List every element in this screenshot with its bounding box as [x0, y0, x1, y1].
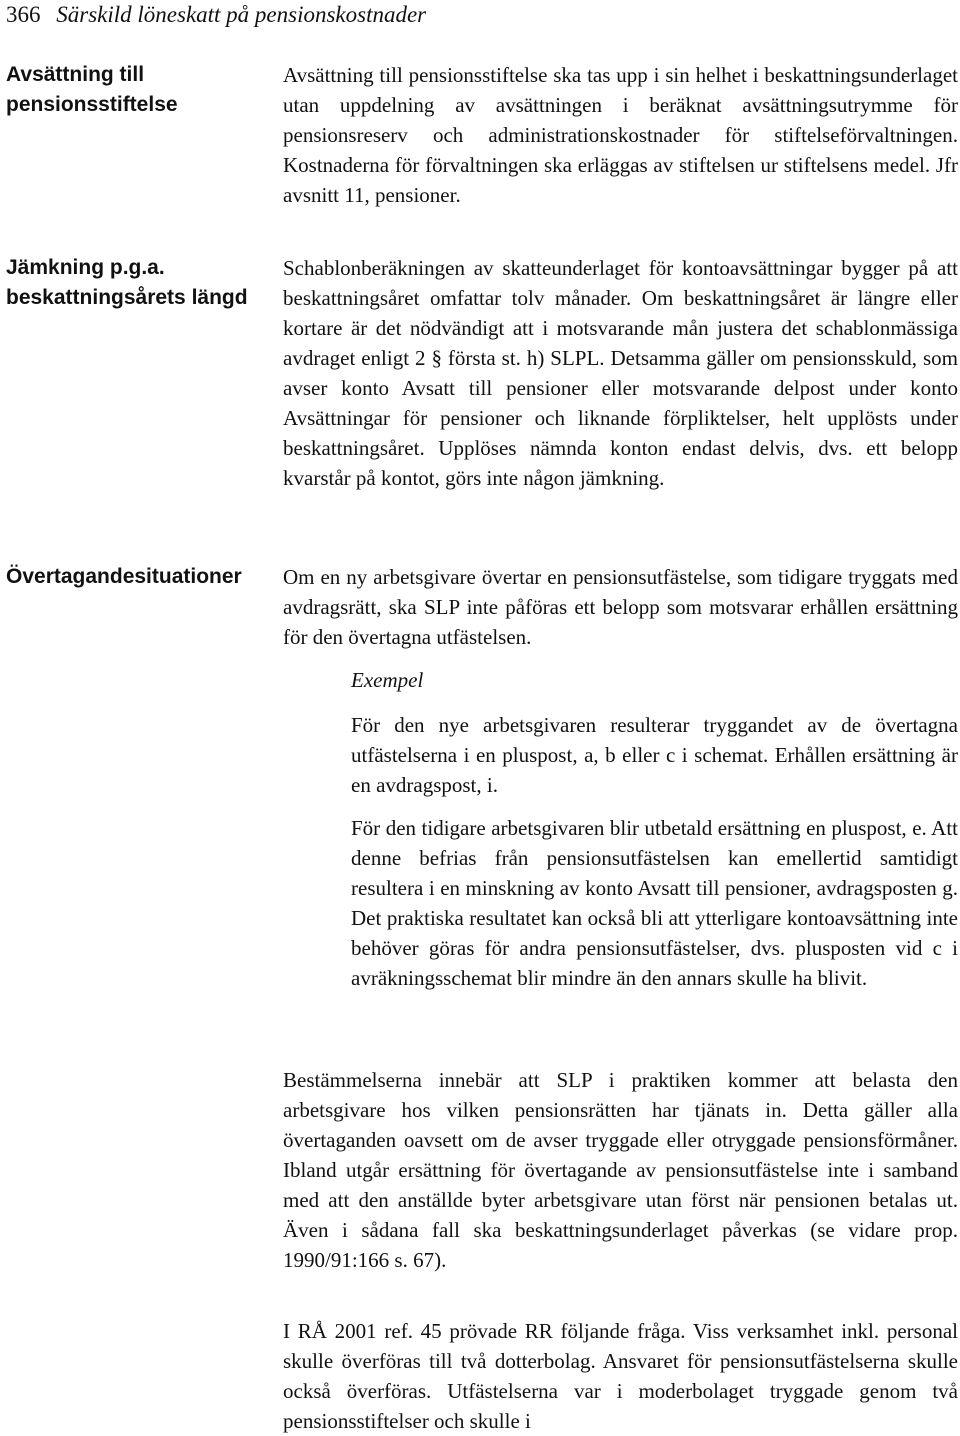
paragraph-overtagande: Om en ny arbetsgivare övertar en pensionsutfästelse, som tidigare tryggats med avdragsrätt, ska SLP inte påföras ett belopp som motsvarar erhållen ersättning för den övertagna utfästelsen. [283, 565, 958, 649]
example-paragraph-new-employer: För den nye arbetsgivaren resulterar tryggandet av de övertagna utfästelserna i en pluspost, a, b eller c i schemat. Erhållen ersättning är en avdragspost, i. [351, 713, 958, 797]
example-heading: Exempel [351, 668, 424, 692]
chapter-title: Särskild löneskatt på pensionskostnader [56, 2, 427, 27]
example-paragraph-previous-employer: För den tidigare arbetsgivaren blir utbetald ersättning en pluspost, e. Att denne befrias från pensionsutfästelsen kan emellertid samtidigt resultera i en minskning av konto Avsatt till pensioner, avdragsposten g. Det praktiska resultatet kan också bli att ytterligare kontoavsättning inte behöver göras för andra pensionsutfästelser, dvs. plusposten vid c i avräkningsschemat blir mindre än den annars skulle ha blivit. [351, 816, 958, 990]
paragraph-avsattning: Avsättning till pensionsstiftelse ska tas upp i sin helhet i beskattningsunderlaget utan uppdelning av avsättningen i beräknat avsättningsutrymme för pensionsreserv och administrationskostnader för stiftelseförvaltningen. Kostnaderna för förvaltningen ska erläggas av stiftelsen ur stiftelsens medel. Jfr avsnitt 11, pensioner. [283, 63, 958, 207]
paragraph-jamkning: Schablonberäkningen av skatteunderlaget för kontoavsättningar bygger på att beskattningsåret omfattar tolv månader. Om beskattningsåret är längre eller kortare är det nödvändigt att i motsvarande mån justera det schablonmässiga avdraget enligt 2 § första st. h) SLPL. Detsamma gäller om pensionsskuld, som avser konto Avsatt till pensioner eller motsvarande delpost under konto Avsättningar för pensioner och liknande förpliktelser, helt upplösts under beskattningsåret. Upplöses nämnda konton endast delvis, dvs. ett belopp kvarstår på kontot, görs inte någon jämkning. [283, 256, 958, 490]
margin-heading-avsattning: Avsättning till pensionsstiftelse [6, 63, 178, 116]
margin-heading-jamkning: Jämkning p.g.a. beskattningsårets längd [6, 256, 248, 309]
margin-heading-overtagande: Övertagandesituationer [6, 565, 242, 588]
paragraph-bestammelserna: Bestämmelserna innebär att SLP i praktiken kommer att belasta den arbetsgivare hos vilken pensionsrätten har tjänats in. Detta gäller alla övertaganden oavsett om de avser tryggade eller otryggade pensionsförmåner. Ibland utgår ersättning för övertagande av pensionsutfästelse inte i samband med att den anställde byter arbetsgivare utan först när pensionen betalas ut. Även i sådana fall ska beskattningsunderlaget påverkas (se vidare prop. 1990/91:166 s. 67). [283, 1068, 958, 1272]
page-number: 366 [6, 2, 41, 27]
page-header [6, 0, 426, 30]
paragraph-ra-2001: I RÅ 2001 ref. 45 prövade RR följande fråga. Viss verksamhet inkl. personal skulle överföras till två dotterbolag. Ansvaret för pensionsutfästelserna skulle också överföras. Utfästelserna var i moderbolaget tryggade genom två pensionsstiftelser och skulle i [283, 1319, 958, 1433]
